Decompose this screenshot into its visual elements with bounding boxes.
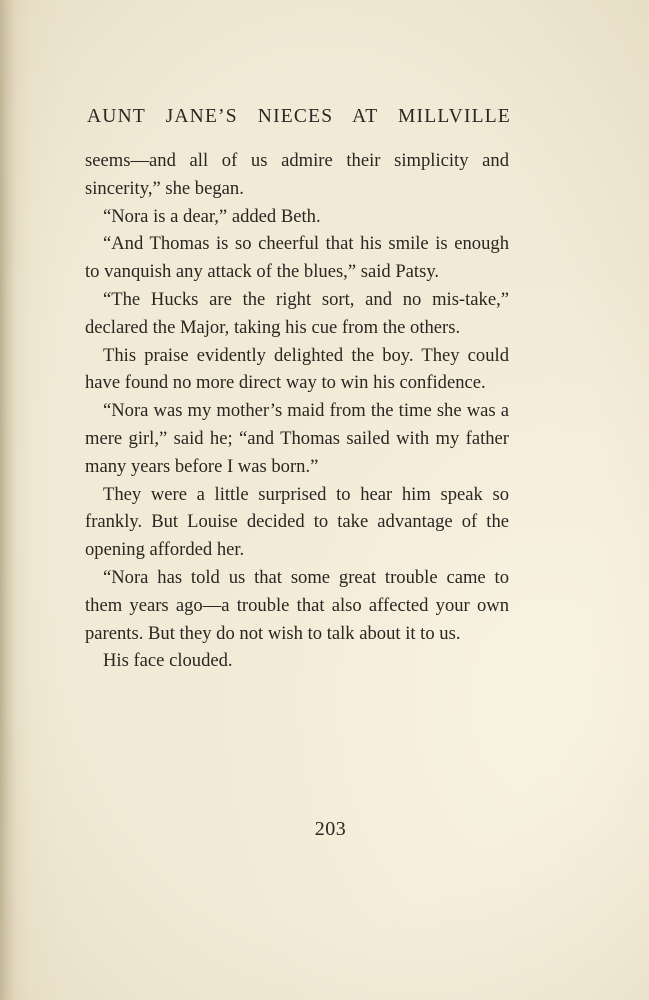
paragraph: “Nora is a dear,” added Beth. (103, 205, 321, 227)
page-number: 203 (314, 818, 347, 840)
paragraph: This praise evidently delighted the boy. They could have found no more direct way to win his confidence. (85, 344, 509, 394)
paragraph: seems—and all of us admire their simplicity and sincerity,” she began. (85, 150, 509, 199)
paragraph: His face clouded. (103, 650, 233, 672)
running-head: AUNT JANE’S NIECES AT MILLVILLE (87, 106, 511, 127)
paragraph: “And Thomas is so cheerful that his smile is enough to vanquish any attack of the blues,” said Patsy. (85, 233, 509, 283)
paragraph: “Nora has told us that some great trouble came to them years ago—a trouble that also affected your own parents. But they do not wish to talk about it to us. (85, 566, 509, 644)
paragraph: They were a little surprised to hear him speak so frankly. But Louise decided to take advantage of the opening afforded her. (85, 483, 509, 561)
paragraph: “The Hucks are the right sort, and no mis-take,” declared the Major, taking his cue from the others. (85, 288, 509, 338)
body-text (85, 147, 509, 675)
paragraph: “Nora was my mother’s maid from the time she was a mere girl,” said he; “and Thomas sailed with my father many years before I was born.” (85, 400, 509, 477)
